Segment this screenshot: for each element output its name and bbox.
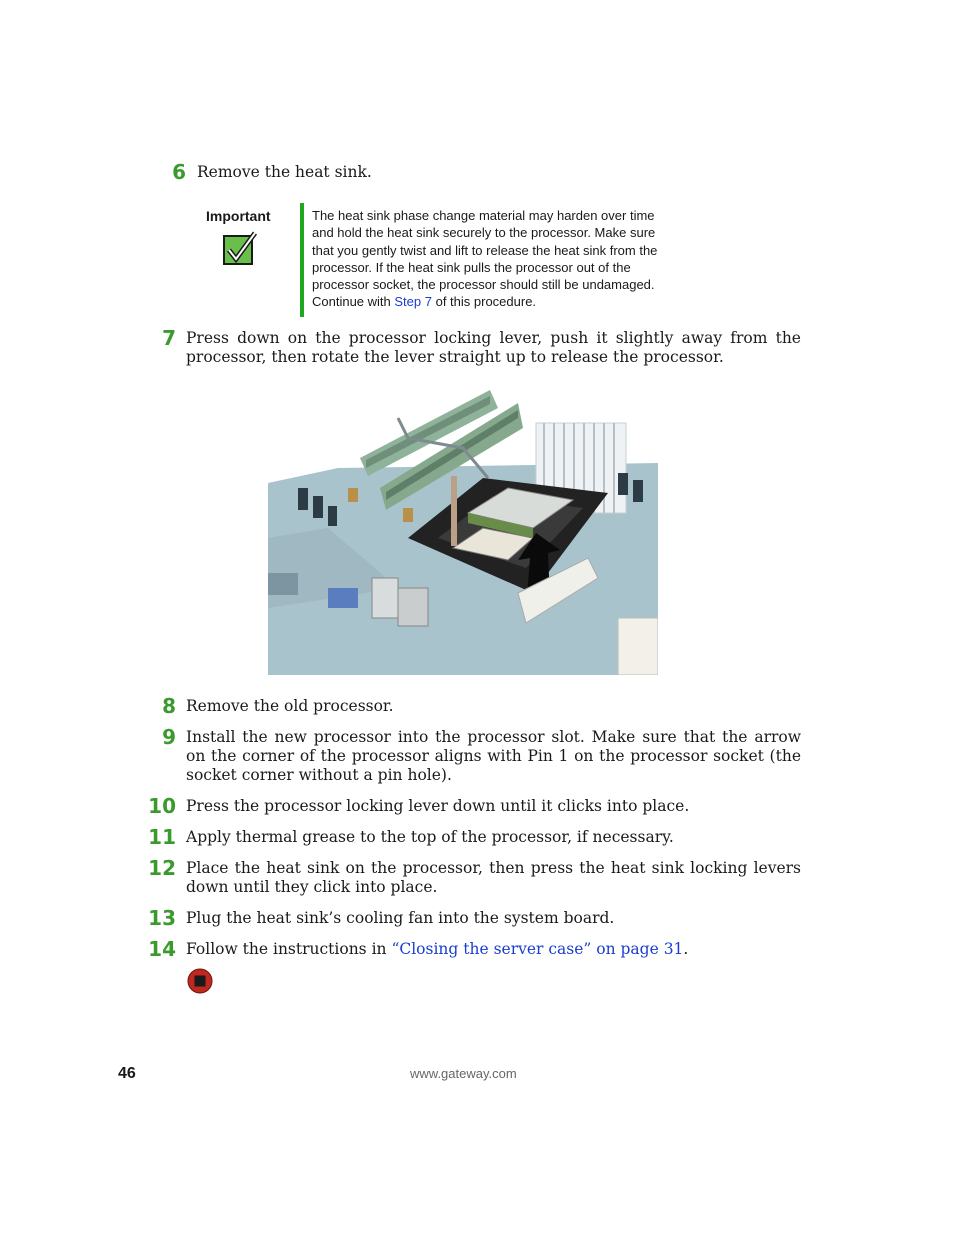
step-number: 8 <box>162 694 176 718</box>
step-number: 7 <box>162 326 176 350</box>
step-text: Remove the heat sink. <box>197 163 372 181</box>
step-number: 13 <box>148 906 176 930</box>
page-number: 46 <box>118 1065 136 1082</box>
step-text: Place the heat sink on the processor, then press the heat sink locking levers down until they click into place. <box>186 859 801 896</box>
step-7-link[interactable]: Step 7 <box>394 294 432 310</box>
closing-server-case-link[interactable]: “Closing the server case” on page 31 <box>391 940 684 958</box>
step-number: 12 <box>148 856 176 880</box>
step-number: 14 <box>148 937 176 961</box>
important-label: Important <box>206 208 271 224</box>
stop-icon <box>187 968 213 994</box>
step-text: Press the processor locking lever down until it clicks into place. <box>186 797 690 815</box>
step-number: 9 <box>162 725 176 749</box>
step-number: 10 <box>148 794 176 818</box>
step-text: Apply thermal grease to the top of the processor, if necessary. <box>186 828 674 846</box>
step-text: Follow the instructions in “Closing the server case” on page 31. <box>186 940 689 958</box>
step-text: Install the new processor into the processor slot. Make sure that the arrow on the corner of the processor aligns with Pin 1 on the processor socket (the socket corner without a pin hole). <box>186 728 801 784</box>
green-checkmark-icon <box>222 231 258 267</box>
important-divider-bar <box>300 203 304 317</box>
processor-socket-illustration <box>268 388 658 675</box>
important-note-text: The heat sink phase change material may harden over time and hold the heat sink securely to the processor. Make sure that you gently twist and lift to release the heat sink from the processor. If the heat sink pulls the processor out of the processor socket, the processor should still be undamaged. Continue with Step 7 of this procedure. <box>312 208 658 310</box>
step-number: 11 <box>148 825 176 849</box>
step-number: 6 <box>172 160 186 184</box>
step-text: Press down on the processor locking lever, push it slightly away from the processor, then rotate the lever straight up to release the processor. <box>186 329 801 366</box>
step-text: Plug the heat sink’s cooling fan into the system board. <box>186 909 615 927</box>
step-text: Remove the old processor. <box>186 697 394 715</box>
footer-url: www.gateway.com <box>410 1066 517 1081</box>
